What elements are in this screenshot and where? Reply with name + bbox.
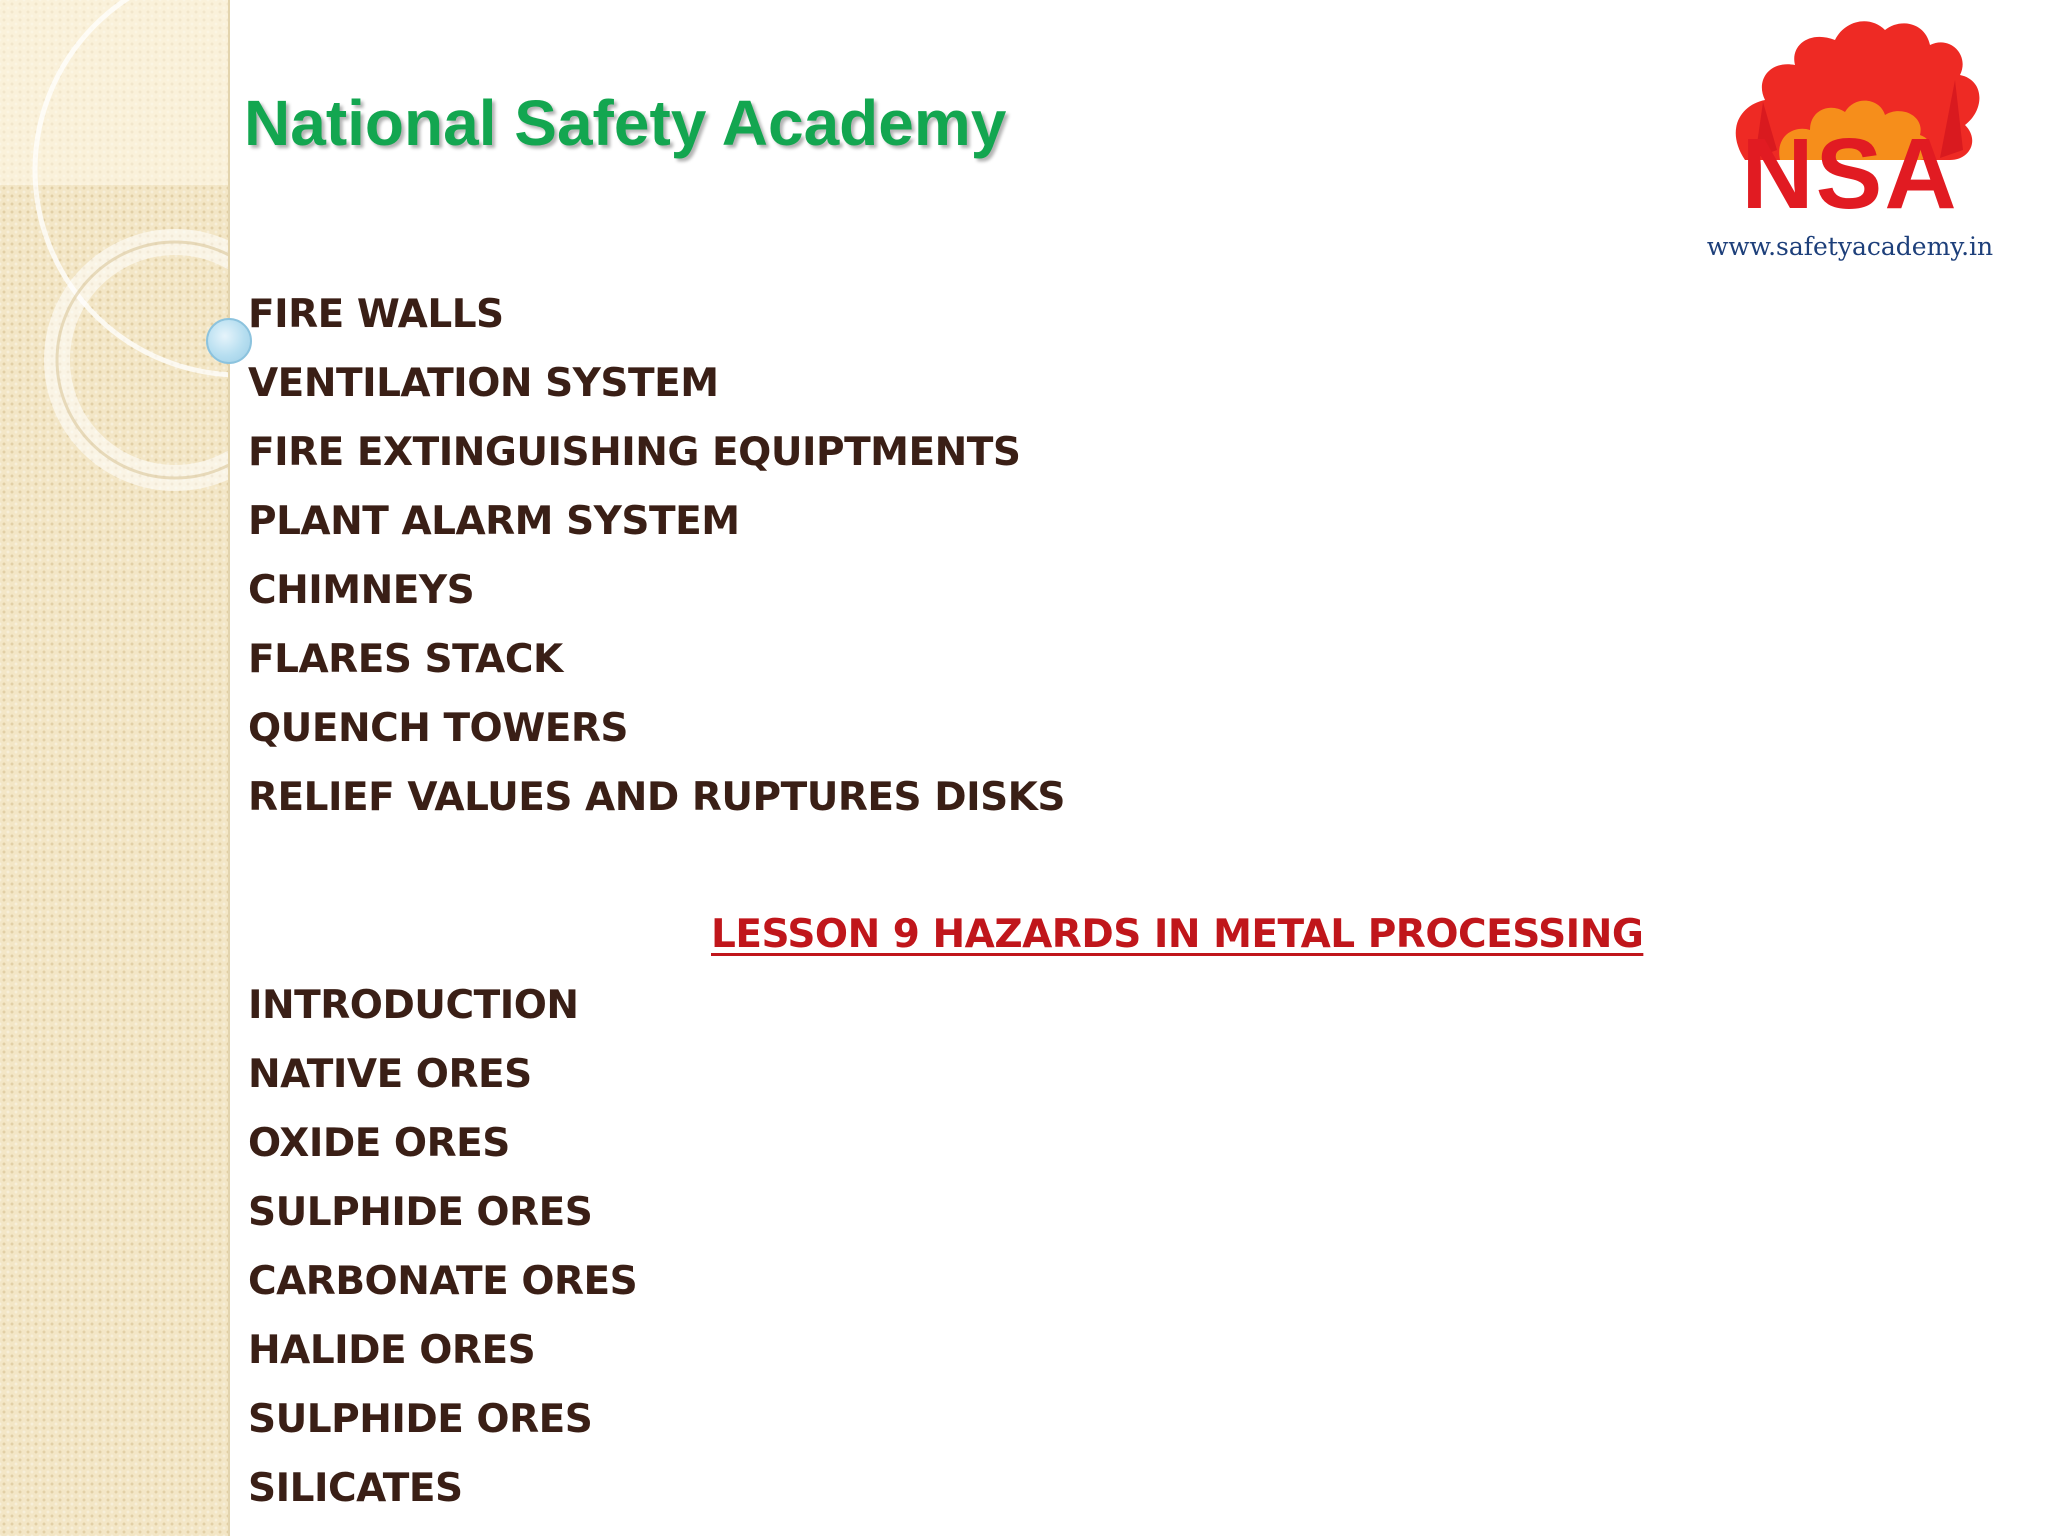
list-item: NATIVE ORES [248,1052,532,1097]
list-item: HALIDE ORES [248,1328,536,1373]
list-item: OXIDE ORES [248,1121,510,1166]
page-title: National Safety Academy [244,87,1007,159]
list-item: CARBONATE ORES [248,1259,638,1304]
sidebar-decoration [0,0,230,1536]
list-item: SILICATES [248,1466,463,1511]
decorative-bullet-circle [206,318,252,364]
list-item: FIRE WALLS [248,292,504,337]
list-item: FIRE EXTINGUISHING EQUIPTMENTS [248,430,1021,475]
topic-list-top [248,280,2028,832]
logo-letters: NSA [1741,118,1959,225]
flame-icon [1685,10,2015,225]
list-item: SULPHIDE ORES [248,1397,593,1442]
list-item: VENTILATION SYSTEM [248,361,719,406]
list-item: CHIMNEYS [248,568,475,613]
list-item: FLARES STACK [248,637,563,682]
list-item: PLANT ALARM SYSTEM [248,499,740,544]
list-item: SULPHIDE ORES [248,1190,593,1235]
nsa-logo [1685,10,2015,270]
decorative-rings [0,0,228,520]
topic-list-bottom [248,971,2028,1523]
list-item: RELIEF VALUES AND RUPTURES DISKS [248,775,1065,820]
list-item: INTRODUCTION [248,983,579,1028]
list-item: QUENCH TOWERS [248,706,628,751]
lesson-heading: LESSON 9 HAZARDS IN METAL PROCESSING [711,912,1644,957]
logo-url: www.safetyacademy.in [1706,232,1994,261]
